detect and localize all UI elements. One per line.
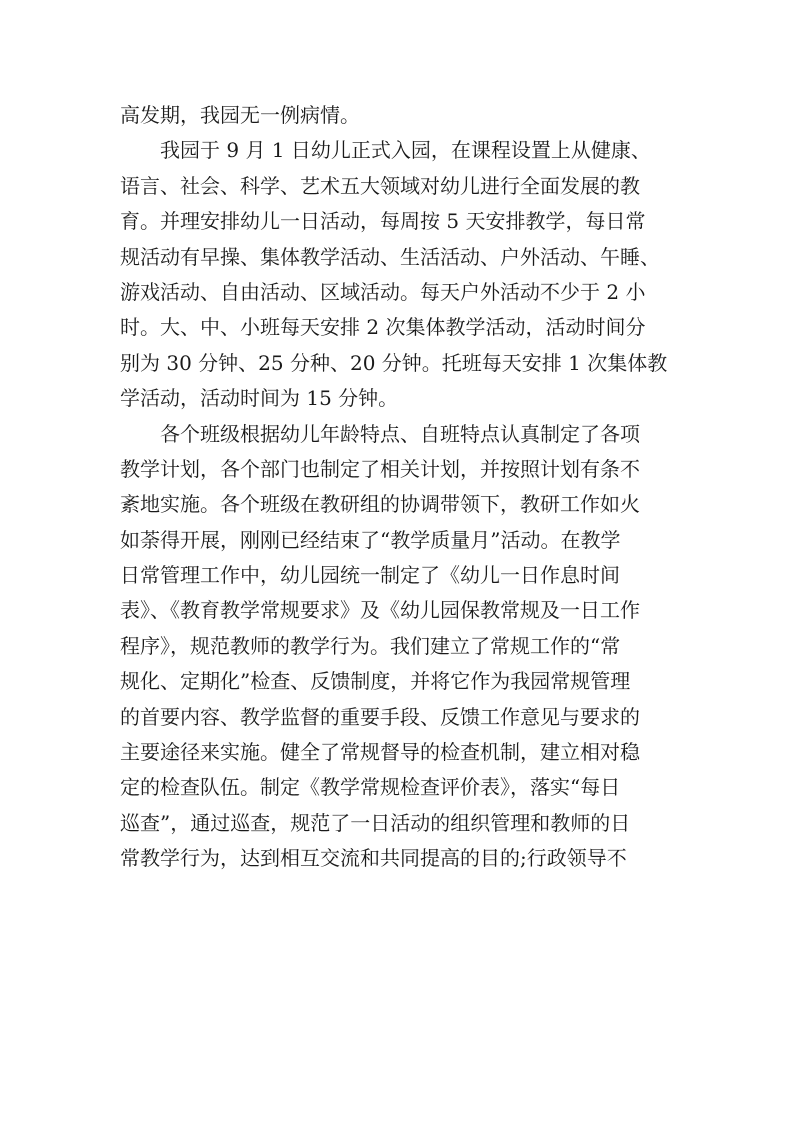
text-line: 主要途径来实施。健全了常规督导的检查机制，建立相对稳 [120,740,640,765]
text-line: 常教学行为，达到相互交流和共同提高的目的;行政领导不 [120,846,627,871]
body-text [120,98,680,877]
text-line: 育。并理安排幼儿一日活动，每周按 5 天安排教学，每日常 [120,209,646,234]
text-line: 规活动有早操、集体教学活动、生活活动、户外活动、午睡、 [120,244,660,269]
text-line: 各个班级根据幼儿年龄特点、自班特点认真制定了各项 [160,421,640,446]
text-line: 时。大、中、小班每天安排 2 次集体教学活动，活动时间分 [120,315,646,340]
text-line: 表》、《教育教学常规要求》及《幼儿园保教常规及一日工作 [120,598,640,623]
text-line: 学活动，活动时间为 15 分钟。 [120,386,399,411]
text-line: 规化、定期化”检查、反馈制度，并将它作为我园常规管理 [120,669,631,694]
text-line: 语言、社会、科学、艺术五大领域对幼儿进行全面发展的教 [120,173,640,198]
text-line: 游戏活动、自由活动、区域活动。每天户外活动不少于 2 小 [120,279,646,304]
text-line: 的首要内容、教学监督的重要手段、反馈工作意见与要求的 [120,704,640,729]
text-line: 紊地实施。各个班级在教研组的协调带领下，教研工作如火 [120,492,640,517]
text-line: 高发期，我园无一例病情。 [120,103,360,127]
text-line: 程序》，规范教师的教学行为。我们建立了常规工作的“常 [120,633,621,658]
text-line: 我园于 9 月 1 日幼儿正式入园，在课程设置上从健康、 [160,138,651,163]
text-line: 教学计划，各个部门也制定了相关计划，并按照计划有条不 [120,456,640,481]
text-line: 巡查”，通过巡查，规范了一日活动的组织管理和教师的日 [120,810,631,835]
text-line: 日常管理工作中，幼儿园统一制定了《幼儿一日作息时间 [120,563,620,588]
text-line: 如荼得开展，刚刚已经结束了“教学质量月”活动。在教学 [120,527,621,552]
text-line: 别为 30 分钟、25 分种、20 分钟。托班每天安排 1 次集体教 [120,350,668,375]
text-line: 定的检查队伍。制定《教学常规检查评价表》，落实“每日 [120,775,621,800]
